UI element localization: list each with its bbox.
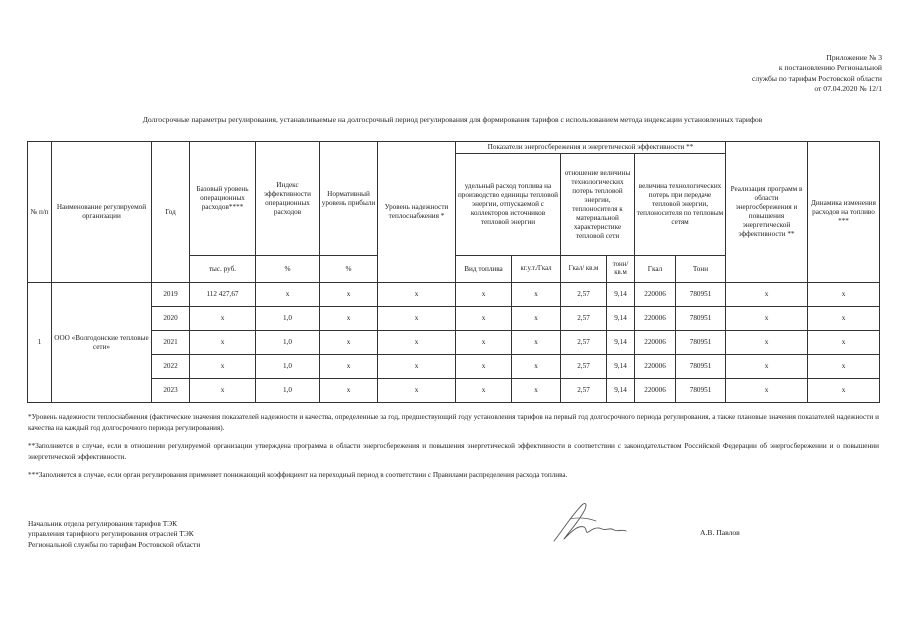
header-fuel-rate: удельный расход топлива на производство единицы тепловой энергии, отпускаемой с коллекторов источников тепловой энергии [456, 154, 561, 256]
cell-reliability: х [378, 283, 456, 307]
cell-profit: х [320, 379, 378, 403]
header-org: Наименование регулируемой организации [52, 142, 152, 283]
footnote-3: ***Заполняется в случае, если орган регулирования применяет понижающий коэффициент на переходный период в соответствии с Правилами распределения расхода топлива. [28, 471, 568, 480]
header-loss-value: величина технологических потерь при передаче тепловой энергии, теплоносителя по тепловым сетям [635, 154, 726, 256]
cell-base: х [190, 355, 256, 379]
cell-value-1: 220006 [635, 355, 676, 379]
footnotes [28, 412, 879, 489]
cell-fuel-type: х [456, 331, 512, 355]
header-num: № п/п [28, 142, 52, 283]
table-row [28, 331, 880, 355]
cell-program: х [726, 307, 808, 331]
cell-fuel-rate: х [512, 283, 561, 307]
handwritten-signature [548, 497, 628, 547]
cell-value-2: 780951 [676, 283, 726, 307]
signatory-position [28, 519, 348, 550]
unit-profit: % [320, 256, 378, 283]
cell-value-2: 780951 [676, 379, 726, 403]
appendix-line-3: службы по тарифам Ростовской области [751, 73, 882, 83]
cell-program: х [726, 379, 808, 403]
header-energy-group: Показатели энергосбережения и энергетической эффективности ** [456, 142, 726, 154]
cell-loss-2: 9,14 [607, 283, 635, 307]
cell-dynamics: х [808, 307, 880, 331]
cell-value-2: 780951 [676, 307, 726, 331]
cell-reliability: х [378, 379, 456, 403]
table-row [28, 355, 880, 379]
cell-value-1: 220006 [635, 283, 676, 307]
cell-index: 1,0 [256, 307, 320, 331]
cell-index: 1,0 [256, 379, 320, 403]
cell-index: 1,0 [256, 355, 320, 379]
unit-base: тыс. руб. [190, 256, 256, 283]
cell-value-2: 780951 [676, 355, 726, 379]
signatory-name: А.В. Павлов [700, 528, 740, 537]
cell-year: 2023 [152, 379, 190, 403]
cell-base: х [190, 331, 256, 355]
cell-value-1: 220006 [635, 379, 676, 403]
cell-fuel-type: х [456, 355, 512, 379]
cell-profit: х [320, 307, 378, 331]
table-row [28, 283, 880, 307]
cell-reliability: х [378, 331, 456, 355]
cell-reliability: х [378, 355, 456, 379]
cell-value-1: 220006 [635, 331, 676, 355]
organization-name: ООО «Волгодонские тепловые сети» [52, 283, 152, 403]
cell-reliability: х [378, 307, 456, 331]
header-dynamics: Динамика изменения расходов на топливо *** [808, 142, 880, 283]
cell-value-2: 780951 [676, 331, 726, 355]
cell-loss-1: 2,57 [561, 331, 607, 355]
unit-value-2: Тонн [676, 256, 726, 283]
cell-dynamics: х [808, 331, 880, 355]
cell-profit: х [320, 283, 378, 307]
appendix-header [562, 53, 882, 95]
footnote-1: *Уровень надежности теплоснабжения (фактические значения показателей надежности и качества, определенные за год, предшествующий году установления тарифов на первый год долгосрочного периода регулирования, а также плановые значения показателей надежности и качества на каждый год долгосрочного периода регулирования). [28, 413, 879, 432]
cell-fuel-rate: х [512, 331, 561, 355]
cell-dynamics: х [808, 355, 880, 379]
header-year: Год [152, 142, 190, 283]
cell-year: 2021 [152, 331, 190, 355]
unit-fuel-type: Вид топлива [456, 256, 512, 283]
cell-fuel-rate: х [512, 307, 561, 331]
cell-base: х [190, 379, 256, 403]
unit-fuel-rate: кг.у.т./Гкал [512, 256, 561, 283]
cell-dynamics: х [808, 283, 880, 307]
cell-program: х [726, 331, 808, 355]
cell-index: 1,0 [256, 331, 320, 355]
cell-loss-1: 2,57 [561, 379, 607, 403]
cell-base: 112 427,67 [190, 283, 256, 307]
header-reliability: Уровень надежности теплоснабжения * [378, 142, 456, 283]
appendix-line-1: Приложение № 3 [826, 53, 882, 62]
unit-value-1: Гкал [635, 256, 676, 283]
cell-loss-1: 2,57 [561, 283, 607, 307]
appendix-line-4: от 07.04.2020 № 12/1 [814, 84, 882, 94]
cell-loss-2: 9,14 [607, 355, 635, 379]
cell-profit: х [320, 355, 378, 379]
document-title: Долгосрочные параметры регулирования, устанавливаемые на долгосрочный период регулирования для формирования тарифов с использованием метода индексации установленных тарифов [142, 115, 763, 124]
table-row [28, 379, 880, 403]
footnote-2: **Заполняется в случае, если в отношении регулируемой организации утверждена программа в области энергосбережения и повышения энергетической эффективности в соответствии с законодательством Российской Федерации об энергосбережении и о повышении энергетической эффективности. [28, 442, 879, 461]
cell-loss-1: 2,57 [561, 355, 607, 379]
cell-loss-2: 9,14 [607, 379, 635, 403]
unit-loss-2: тонн/кв.м [607, 256, 635, 283]
header-profit: Нормативный уровень прибыли [320, 142, 378, 256]
parameters-table [27, 141, 880, 403]
signatory-line-3: Региональной службы по тарифам Ростовской области [28, 539, 201, 549]
unit-loss-1: Гкал/ кв.м [561, 256, 607, 283]
cell-fuel-type: х [456, 307, 512, 331]
signatory-line-2: управления тарифного регулирования отраслей ТЭК [28, 529, 194, 539]
header-base-costs: Базовый уровень операционных расходов**** [190, 142, 256, 256]
cell-fuel-type: х [456, 283, 512, 307]
cell-profit: х [320, 331, 378, 355]
cell-fuel-rate: х [512, 379, 561, 403]
unit-index: % [256, 256, 320, 283]
table-row [28, 307, 880, 331]
cell-program: х [726, 355, 808, 379]
cell-loss-2: 9,14 [607, 331, 635, 355]
row-number: 1 [28, 283, 52, 403]
signatory-line-1: Начальник отдела регулирования тарифов ТЭК [28, 519, 178, 528]
cell-fuel-rate: х [512, 355, 561, 379]
cell-loss-2: 9,14 [607, 307, 635, 331]
cell-index: х [256, 283, 320, 307]
cell-fuel-type: х [456, 379, 512, 403]
cell-year: 2022 [152, 355, 190, 379]
cell-loss-1: 2,57 [561, 307, 607, 331]
cell-value-1: 220006 [635, 307, 676, 331]
header-loss-ratio: отношение величины технологических потерь тепловой энергии, теплоносителя к материальной характеристике тепловой сети [561, 154, 635, 256]
cell-base: х [190, 307, 256, 331]
cell-dynamics: х [808, 379, 880, 403]
appendix-line-2: к постановлению Региональной [778, 63, 882, 73]
header-efficiency-index: Индекс эффективности операционных расходов [256, 142, 320, 256]
cell-year: 2019 [152, 283, 190, 307]
cell-program: х [726, 283, 808, 307]
cell-year: 2020 [152, 307, 190, 331]
header-program: Реализация программ в области энергосбережения и повышения энергетической эффективности ** [726, 142, 808, 283]
